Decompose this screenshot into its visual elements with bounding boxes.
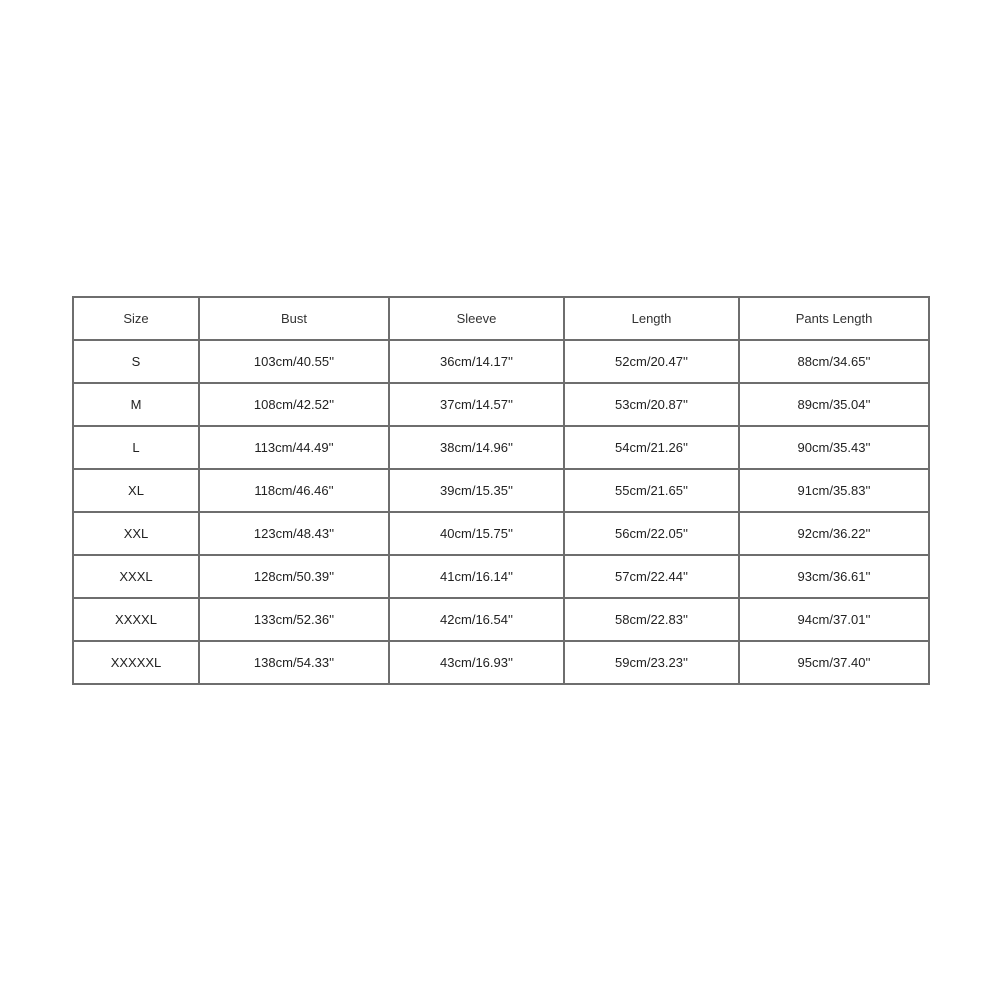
header-row [73, 297, 929, 340]
length-cell: 58cm/22.83'' [564, 598, 739, 641]
size-cell: M [73, 383, 199, 426]
size-cell: XXL [73, 512, 199, 555]
length-cell: 54cm/21.26'' [564, 426, 739, 469]
sleeve-cell: 40cm/15.75'' [389, 512, 564, 555]
sleeve-cell: 43cm/16.93'' [389, 641, 564, 684]
length-cell: 55cm/21.65'' [564, 469, 739, 512]
size-cell: XXXL [73, 555, 199, 598]
pants-length-cell: 91cm/35.83'' [739, 469, 929, 512]
sleeve-cell: 39cm/15.35'' [389, 469, 564, 512]
header-sleeve: Sleeve [389, 297, 564, 340]
size-cell: L [73, 426, 199, 469]
table-row [73, 598, 929, 641]
length-cell: 59cm/23.23'' [564, 641, 739, 684]
length-cell: 56cm/22.05'' [564, 512, 739, 555]
table-row [73, 469, 929, 512]
table-row [73, 512, 929, 555]
bust-cell: 118cm/46.46'' [199, 469, 389, 512]
size-cell: XL [73, 469, 199, 512]
header-pants-length: Pants Length [739, 297, 929, 340]
header-bust: Bust [199, 297, 389, 340]
table-row [73, 555, 929, 598]
table-row [73, 641, 929, 684]
header-length: Length [564, 297, 739, 340]
size-cell: XXXXL [73, 598, 199, 641]
sleeve-cell: 42cm/16.54'' [389, 598, 564, 641]
pants-length-cell: 92cm/36.22'' [739, 512, 929, 555]
pants-length-cell: 94cm/37.01'' [739, 598, 929, 641]
length-cell: 57cm/22.44'' [564, 555, 739, 598]
size-chart-table [72, 296, 930, 685]
pants-length-cell: 93cm/36.61'' [739, 555, 929, 598]
size-cell: S [73, 340, 199, 383]
bust-cell: 133cm/52.36'' [199, 598, 389, 641]
sleeve-cell: 36cm/14.17'' [389, 340, 564, 383]
sleeve-cell: 41cm/16.14'' [389, 555, 564, 598]
pants-length-cell: 89cm/35.04'' [739, 383, 929, 426]
size-cell: XXXXXL [73, 641, 199, 684]
bust-cell: 113cm/44.49'' [199, 426, 389, 469]
bust-cell: 138cm/54.33'' [199, 641, 389, 684]
bust-cell: 103cm/40.55'' [199, 340, 389, 383]
table-row [73, 383, 929, 426]
bust-cell: 108cm/42.52'' [199, 383, 389, 426]
bust-cell: 123cm/48.43'' [199, 512, 389, 555]
table-row [73, 340, 929, 383]
sleeve-cell: 38cm/14.96'' [389, 426, 564, 469]
table-row [73, 426, 929, 469]
bust-cell: 128cm/50.39'' [199, 555, 389, 598]
sleeve-cell: 37cm/14.57'' [389, 383, 564, 426]
header-size: Size [73, 297, 199, 340]
pants-length-cell: 95cm/37.40'' [739, 641, 929, 684]
length-cell: 53cm/20.87'' [564, 383, 739, 426]
pants-length-cell: 88cm/34.65'' [739, 340, 929, 383]
length-cell: 52cm/20.47'' [564, 340, 739, 383]
pants-length-cell: 90cm/35.43'' [739, 426, 929, 469]
